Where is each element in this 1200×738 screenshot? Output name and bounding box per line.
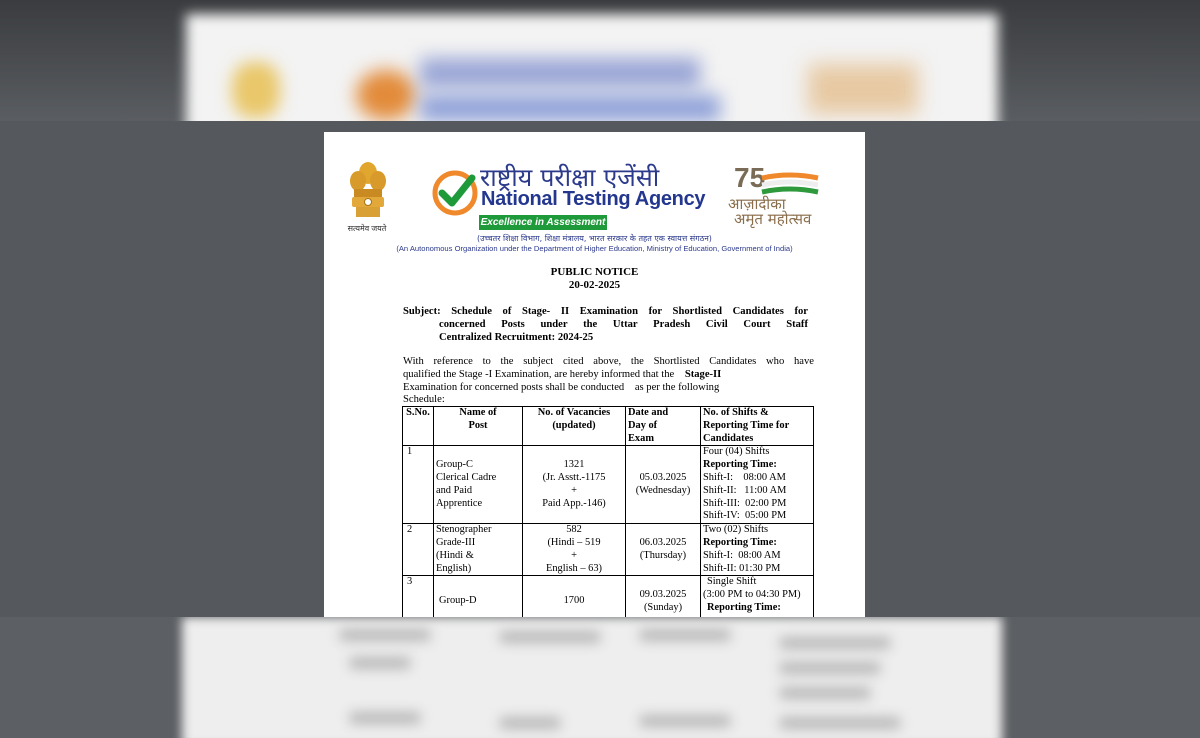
cell-text: 1321 bbox=[563, 459, 585, 471]
reporting-time-label: Reporting Time: bbox=[707, 601, 781, 613]
cell-text: Shift-III: 02:00 PM bbox=[703, 497, 787, 509]
cell-post-name bbox=[434, 524, 523, 576]
cell-text: (Wednesday) bbox=[635, 485, 691, 497]
cell-text: Paid App.-146) bbox=[542, 497, 606, 509]
azadi-text-line1: आज़ादीका bbox=[728, 195, 786, 213]
cell-exam-date bbox=[626, 576, 701, 617]
cell-text: (Hindi – 519 bbox=[547, 536, 601, 548]
cell-text: Stenographer bbox=[436, 524, 492, 536]
cell-text: Group-C bbox=[436, 459, 473, 471]
header-name-of-post bbox=[434, 407, 523, 446]
blurred-title bbox=[420, 95, 720, 121]
header-text: Name of bbox=[459, 407, 497, 418]
intro-emphasis: Stage-II bbox=[684, 368, 722, 380]
subject-line: Centralized Recruitment: 2024-25 bbox=[439, 332, 594, 343]
blurred-text bbox=[640, 629, 730, 641]
intro-line bbox=[403, 382, 814, 395]
blurred-title bbox=[420, 58, 700, 88]
blurred-flag bbox=[808, 64, 918, 114]
cell-text: Apprentice bbox=[436, 497, 483, 509]
cell-text: Shift-I: 08:00 AM bbox=[703, 549, 781, 561]
intro-text: Examination for concerned posts shall be conducted bbox=[403, 381, 625, 393]
azadi-75-number: 75 bbox=[734, 162, 766, 193]
cell-shifts bbox=[701, 524, 814, 576]
cell-vacancies bbox=[523, 524, 626, 576]
blurred-text bbox=[500, 717, 560, 729]
agency-name-english: National Testing Agency bbox=[481, 188, 706, 210]
cell-text: 1700 bbox=[563, 595, 585, 607]
blurred-text bbox=[350, 712, 420, 724]
cell-sno: 2 bbox=[403, 524, 434, 576]
cell-text: Single Shift bbox=[707, 576, 757, 588]
tricolour-flag-icon bbox=[760, 172, 820, 196]
table-row bbox=[403, 446, 814, 524]
subject-line: Subject: Schedule of Stage- II Examination for Shortlisted Candidates for bbox=[403, 306, 808, 317]
reporting-time-label: Reporting Time: bbox=[703, 536, 777, 548]
header-date bbox=[626, 407, 701, 446]
header-text: No. of Vacancies bbox=[537, 407, 611, 418]
header-text: Candidates bbox=[703, 432, 754, 444]
cell-text: 582 bbox=[566, 524, 582, 536]
cell-text: English – 63) bbox=[546, 562, 602, 574]
nta-tick-logo-icon bbox=[432, 168, 480, 216]
azadi-text-line2: अमृत महोत्सव bbox=[734, 210, 812, 228]
header-text: Date and bbox=[628, 407, 669, 418]
blurred-background-bottom bbox=[0, 617, 1200, 738]
header-text: Exam bbox=[628, 432, 654, 444]
cell-text: + bbox=[571, 484, 577, 496]
cell-text: Group-D bbox=[439, 595, 477, 607]
cell-text: Two (02) Shifts bbox=[703, 524, 769, 536]
reporting-time-label: Reporting Time: bbox=[703, 459, 777, 471]
header-text: Day of bbox=[628, 419, 658, 431]
ministry-line-hindi: (उच्चतर शिक्षा विभाग, शिक्षा मंत्रालय, भारत सरकार के तहत एक स्वायत्त संगठन) bbox=[477, 234, 712, 243]
cell-vacancies bbox=[523, 576, 626, 617]
blurred-text bbox=[780, 662, 880, 674]
blurred-text bbox=[780, 717, 900, 729]
table-row bbox=[403, 524, 814, 576]
cell-text: English) bbox=[436, 562, 472, 574]
cell-post-name bbox=[434, 446, 523, 524]
blurred-text bbox=[350, 657, 410, 669]
cell-text: (Hindi & bbox=[436, 549, 474, 561]
national-emblem-icon bbox=[344, 159, 392, 231]
cell-text: Clerical Cadre bbox=[436, 472, 497, 484]
cell-exam-date bbox=[626, 446, 701, 524]
intro-text: as per the following bbox=[634, 381, 720, 393]
notice-intro bbox=[403, 356, 814, 407]
cell-text: Shift-IV: 05:00 PM bbox=[703, 510, 787, 522]
cell-text: (Thursday) bbox=[639, 549, 687, 561]
cell-text: (Jr. Asstt.-1175 bbox=[542, 472, 606, 484]
header-text: Post bbox=[468, 419, 488, 431]
header-shifts bbox=[701, 407, 814, 446]
blurred-text bbox=[340, 629, 430, 641]
blurred-text bbox=[780, 687, 870, 699]
cell-exam-date bbox=[626, 524, 701, 576]
organisation-line: (An Autonomous Organization under the Department of Higher Education, Ministry of Education, Government of India) bbox=[396, 244, 793, 253]
intro-line bbox=[403, 369, 814, 382]
cell-vacancies bbox=[523, 446, 626, 524]
notice-title: PUBLIC NOTICE bbox=[550, 266, 639, 278]
intro-line: Schedule: bbox=[403, 394, 445, 406]
cell-text: 05.03.2025 bbox=[639, 472, 687, 484]
intro-line: With reference to the subject cited above, the Shortlisted Candidates who have bbox=[403, 356, 814, 367]
header-text: (updated) bbox=[552, 419, 596, 431]
header-text: No. of Shifts & bbox=[703, 407, 769, 418]
notice-page bbox=[324, 132, 865, 617]
cell-text: (Sunday) bbox=[643, 602, 683, 614]
cell-shifts bbox=[701, 446, 814, 524]
notice-subject bbox=[403, 305, 808, 344]
cell-text: Shift-I: 08:00 AM bbox=[703, 471, 786, 483]
intro-text: qualified the Stage -I Examination, are hereby informed that the bbox=[403, 368, 675, 380]
cell-text: 06.03.2025 bbox=[639, 537, 687, 549]
cell-text: (3:00 PM to 04:30 PM) bbox=[703, 589, 801, 601]
cell-sno: 3 bbox=[403, 576, 434, 617]
cell-post-name bbox=[434, 576, 523, 617]
header-vacancies bbox=[523, 407, 626, 446]
table-header-row bbox=[403, 407, 814, 446]
cell-text: Shift-II: 11:00 AM bbox=[703, 484, 787, 496]
notice-date: 20-02-2025 bbox=[568, 279, 621, 291]
cell-text: Four (04) Shifts bbox=[703, 446, 770, 458]
cell-text: 09.03.2025 bbox=[639, 589, 687, 601]
cell-text: Shift-II: 01:30 PM bbox=[703, 562, 781, 574]
header-text: Reporting Time for bbox=[703, 419, 790, 431]
cell-text: and Paid bbox=[436, 484, 473, 496]
blurred-emblem bbox=[232, 62, 280, 118]
blurred-text bbox=[780, 637, 890, 649]
cell-shifts bbox=[701, 576, 814, 617]
cell-sno: 1 bbox=[403, 446, 434, 524]
header-sno: S.No. bbox=[403, 407, 434, 446]
agency-name-hindi: राष्ट्रीय परीक्षा एजेंसी bbox=[480, 163, 660, 192]
blurred-background-top bbox=[0, 0, 1200, 121]
blurred-logo bbox=[356, 70, 416, 120]
emblem-motto: सत्यमेव जयते bbox=[347, 224, 387, 233]
cell-text: Grade-III bbox=[436, 536, 476, 548]
blurred-text bbox=[640, 715, 730, 727]
cell-text: + bbox=[571, 549, 577, 561]
schedule-table bbox=[402, 406, 814, 617]
blurred-text bbox=[500, 631, 600, 643]
subject-line: concerned Posts under the Uttar Pradesh Civil Court Staff bbox=[439, 319, 808, 330]
table-row bbox=[403, 576, 814, 617]
tagline-badge: Excellence in Assessment bbox=[480, 217, 606, 228]
